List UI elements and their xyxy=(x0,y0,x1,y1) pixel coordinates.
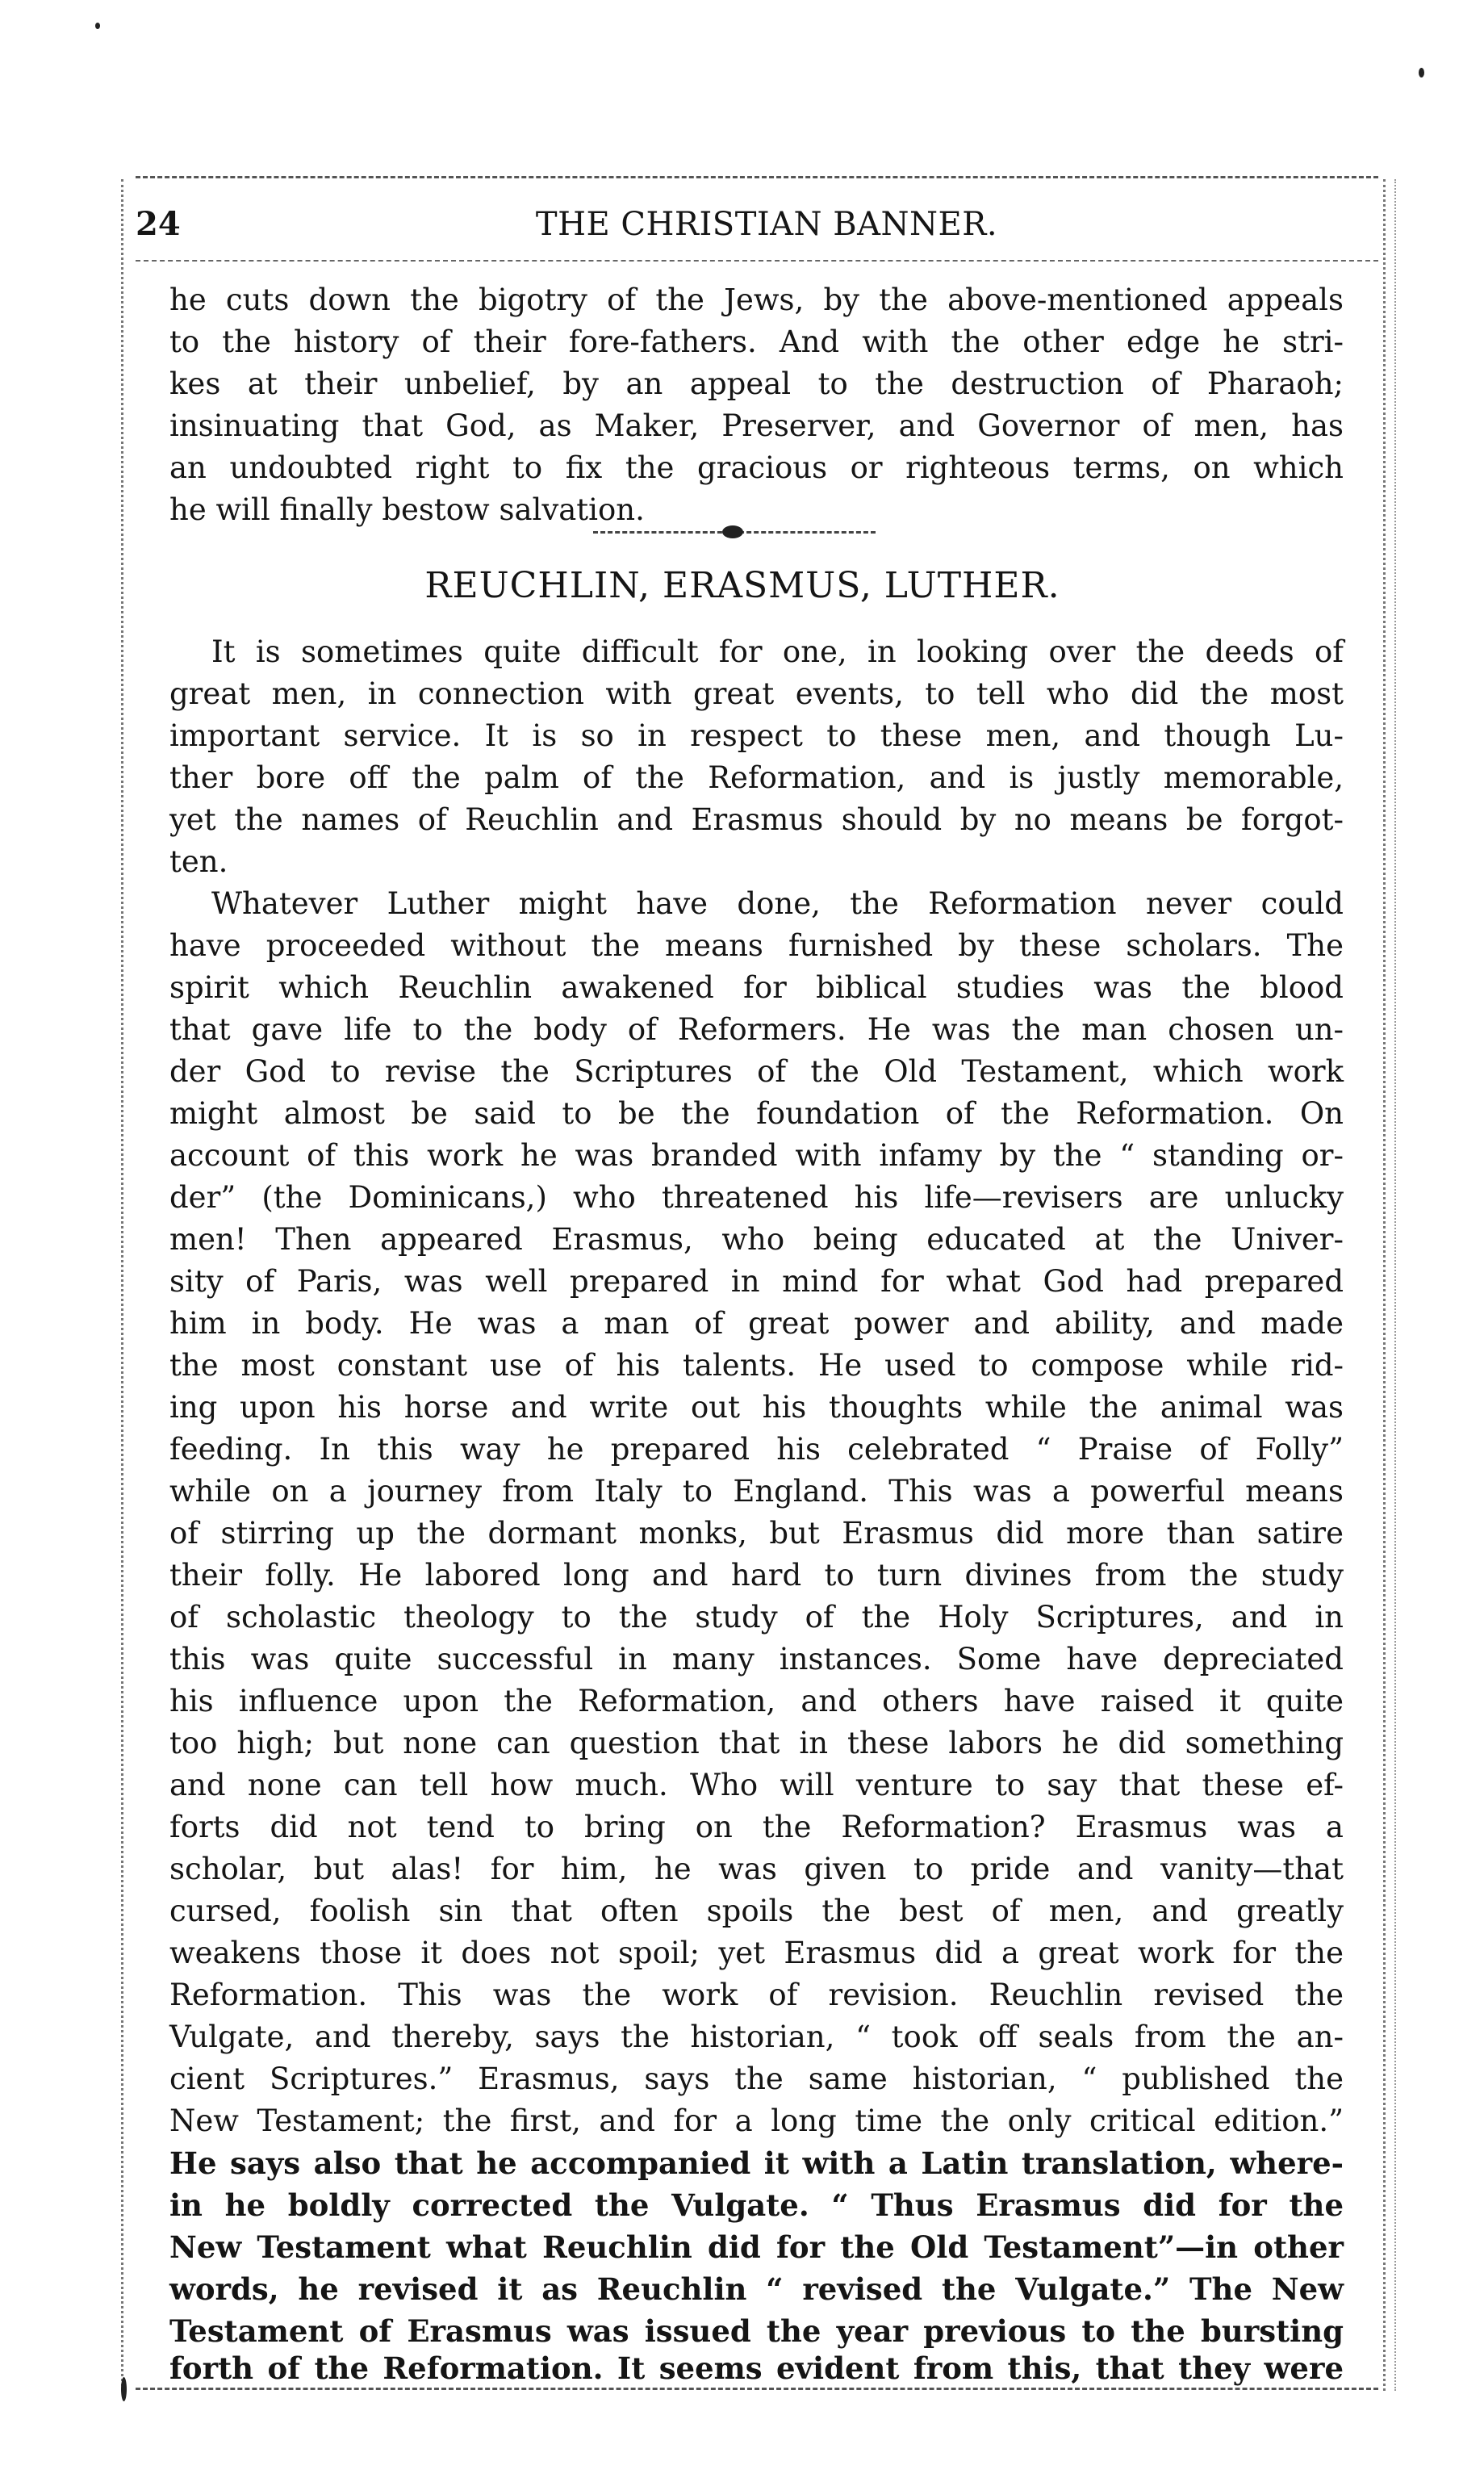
text-line: to the history of their fore-fathers. And with the other edge he stri- xyxy=(169,324,1344,359)
text-line: insinuating that God, as Maker, Preserver, and Governor of men, has xyxy=(169,408,1344,443)
text-line: he cuts down the bigotry of the Jews, by the above-mentioned appeals xyxy=(169,283,1344,317)
text-line: and none can tell how much. Who will venture to say that these ef- xyxy=(169,1768,1344,1802)
text-line: while on a journey from Italy to England. This was a powerful means xyxy=(169,1474,1344,1509)
text-line: scholar, but alas! for him, he was given to pride and vanity—that xyxy=(169,1852,1344,1886)
text-line: account of this work he was branded with infamy by the “ standing or- xyxy=(169,1138,1344,1173)
text-line: their folly. He labored long and hard to turn divines from the study xyxy=(169,1558,1344,1593)
text-line: Whatever Luther might have done, the Reformation never could xyxy=(211,886,1344,921)
text-line: Vulgate, and thereby, says the historian, “ took off seals from the an- xyxy=(169,2020,1344,2054)
text-line: ten. xyxy=(169,844,228,879)
text-line: yet the names of Reuchlin and Erasmus should by no means be forgot- xyxy=(169,802,1344,837)
text-line: an undoubted right to fix the gracious or righteous terms, on which xyxy=(169,450,1344,485)
text-line: that gave life to the body of Reformers. He was the man chosen un- xyxy=(169,1012,1344,1047)
text-line: He says also that he accompanied it with a Latin translation, where- xyxy=(169,2145,1344,2181)
text-line: he will finally bestow salvation. xyxy=(169,492,645,527)
top-border-rule xyxy=(136,176,1378,178)
text-line: feeding. In this way he prepared his celebrated “ Praise of Folly” xyxy=(169,1432,1344,1467)
text-line: men! Then appeared Erasmus, who being educated at the Univer- xyxy=(169,1222,1344,1257)
text-line: Testament of Erasmus was issued the year previous to the bursting xyxy=(169,2313,1344,2349)
text-line: forts did not tend to bring on the Reformation? Erasmus was a xyxy=(169,1810,1344,1844)
text-line: might almost be said to be the foundation of the Reformation. On xyxy=(169,1096,1344,1131)
text-line: kes at their unbelief, by an appeal to the destruction of Pharaoh; xyxy=(169,366,1344,401)
text-line: cient Scriptures.” Erasmus, says the same historian, “ published the xyxy=(169,2062,1344,2096)
header-rule xyxy=(136,260,1378,262)
text-line: der” (the Dominicans,) who threatened his life—revisers are unlucky xyxy=(169,1180,1344,1215)
scan-speck xyxy=(121,2377,127,2401)
left-border-rule xyxy=(121,179,123,2391)
text-line: in he boldly corrected the Vulgate. “ Thus Erasmus did for the xyxy=(169,2187,1344,2223)
text-line: him in body. He was a man of great power and ability, and made xyxy=(169,1306,1344,1341)
scan-speck xyxy=(95,23,100,29)
text-line: cursed, foolish sin that often spoils the best of men, and greatly xyxy=(169,1894,1344,1928)
text-line: New Testament; the first, and for a long time the only critical edition.” xyxy=(169,2103,1344,2138)
text-line: It is sometimes quite difficult for one, in looking over the deeds of xyxy=(211,634,1344,669)
text-line: New Testament what Reuchlin did for the Old Testament”—in other xyxy=(169,2229,1344,2265)
scan-speck xyxy=(1419,68,1424,77)
text-line: his influence upon the Reformation, and others have raised it quite xyxy=(169,1684,1344,1718)
text-line: der God to revise the Scriptures of the Old Testament, which work xyxy=(169,1054,1344,1089)
text-line: forth of the Reformation. It seems evident from this, that they were xyxy=(169,2350,1344,2386)
right-border-rule-inner xyxy=(1394,179,1396,2391)
text-line: this was quite successful in many instances. Some have depreciated xyxy=(169,1642,1344,1676)
text-line: words, he revised it as Reuchlin “ revised the Vulgate.” The New xyxy=(169,2271,1344,2307)
text-line: spirit which Reuchlin awakened for biblical studies was the blood xyxy=(169,970,1344,1005)
text-line: the most constant use of his talents. He used to compose while rid- xyxy=(169,1348,1344,1383)
text-line: ing upon his horse and write out his thoughts while the animal was xyxy=(169,1390,1344,1425)
text-line: weakens those it does not spoil; yet Erasmus did a great work for the xyxy=(169,1936,1344,1970)
text-line: Reformation. This was the work of revision. Reuchlin revised the xyxy=(169,1978,1344,2012)
text-line: ther bore off the palm of the Reformation, and is justly memorable, xyxy=(169,760,1344,795)
text-line: have proceeded without the means furnished by these scholars. The xyxy=(169,928,1344,963)
text-line: of scholastic theology to the study of the Holy Scriptures, and in xyxy=(169,1600,1344,1635)
article-title: REUCHLIN, ERASMUS, LUTHER. xyxy=(424,565,1060,606)
page-number: 24 xyxy=(136,205,181,243)
running-head-title: THE CHRISTIAN BANNER. xyxy=(535,206,998,243)
separator-ornament xyxy=(722,525,743,538)
right-border-rule xyxy=(1383,179,1386,2391)
text-line: of stirring up the dormant monks, but Erasmus did more than satire xyxy=(169,1516,1344,1551)
text-line: important service. It is so in respect to these men, and though Lu- xyxy=(169,718,1344,753)
text-line: great men, in connection with great events, to tell who did the most xyxy=(169,676,1344,711)
text-line: sity of Paris, was well prepared in mind for what God had prepared xyxy=(169,1264,1344,1299)
text-line: too high; but none can question that in these labors he did something xyxy=(169,1726,1344,1760)
